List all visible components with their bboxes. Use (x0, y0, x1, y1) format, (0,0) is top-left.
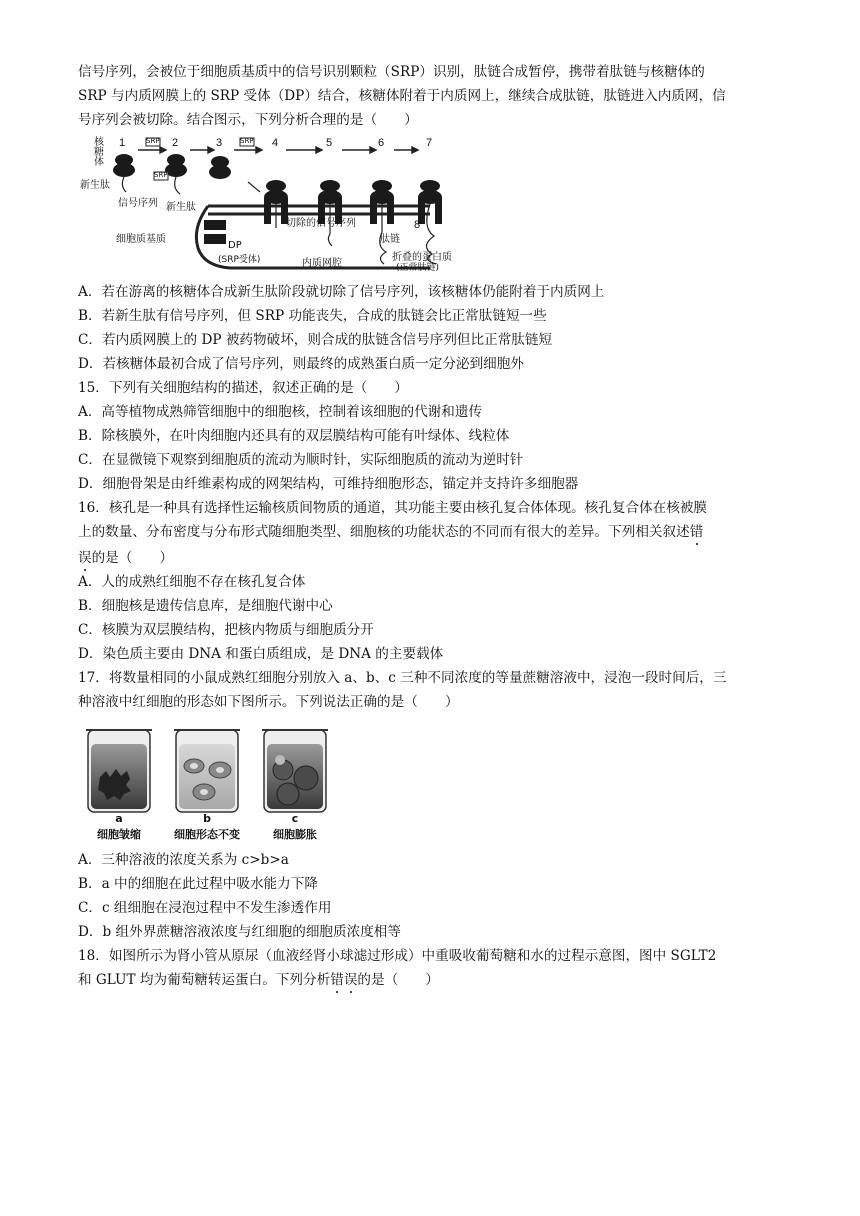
q16-stem-line2-text: 上的数量、分布密度与分布形式随细胞类型、细胞核的功能状态的不同而有很大的差异。下列相关叙述 (78, 524, 690, 540)
q17-option-c: C．c 组细胞在浸泡过程中不发生渗透作用 (78, 900, 332, 916)
dp-note-label: (SRP受体) (218, 255, 261, 265)
ribosome-label: 核糖体 (94, 137, 104, 168)
q16-emphasis-wu: 误 (78, 550, 92, 566)
beaker-a-letter: a (115, 812, 123, 825)
q16-option-c: C．核膜为双层膜结构，把核内物质与细胞质分开 (78, 622, 374, 638)
q16-stem-line1: 16．核孔是一种具有选择性运输核质间物质的通道，其功能主要由核孔复合体体现。核孔复合体在核被膜 (78, 500, 708, 516)
q14-intro-line1: 信号序列，会被位于细胞质基质中的信号识别颗粒（SRP）识别，肽链合成暂停，携带着肽链与核糖体的 (78, 64, 705, 80)
q16-stem-line2 (78, 520, 784, 544)
q17-option-a: A．三种溶液的浓度关系为 c>b>a (78, 852, 289, 868)
q18-stem-line2-text: 和 GLUT 均为葡萄糖转运蛋白。下列分析 (78, 972, 331, 988)
beaker-c-letter: c (291, 812, 299, 825)
q14-intro-line3: 号序列会被切除。结合图示，下列分析合理的是（ ） (78, 112, 418, 128)
q18-emphasis-cuo: 错 (330, 972, 344, 988)
srp-label-3: SRP (240, 137, 254, 145)
q16-emphasis-cuo: 错 (689, 524, 704, 540)
q18-stem-line2-end: 的是（ ） (357, 972, 439, 988)
q15-option-c: C．在显微镜下观察到细胞质的流动为顺时针，实际细胞质的流动为逆时针 (78, 452, 524, 468)
step-1: 1 (119, 137, 126, 149)
q15-stem: 15．下列有关细胞结构的描述，叙述正确的是（ ） (78, 380, 408, 396)
q14-intro-line2: SRP 与内质网膜上的 SRP 受体（DP）结合，核糖体附着于内质网上，继续合成肽链，肽链进入内质网，信 (78, 88, 726, 104)
dp-label: DP (228, 240, 242, 251)
folded-protein-label: 折叠的蛋白质 (392, 252, 452, 263)
new-peptide-label: 新生肽 (80, 180, 110, 191)
step-2: 2 (172, 137, 179, 149)
beaker-b-caption: 细胞形态不变 (174, 828, 240, 841)
q14-option-c: C．若内质网膜上的 DP 被药物破坏，则合成的肽链含信号序列但比正常肽链短 (78, 332, 553, 348)
q17-option-b: B．a 中的细胞在此过程中吸水能力下降 (78, 876, 318, 892)
q15-option-d: D．细胞骨架是由纤维素构成的网架结构，可维持细胞形态，锚定并支持许多细胞器 (78, 476, 579, 492)
er-lumen-label: 内质网腔 (302, 258, 342, 269)
beaker-a-caption: 细胞皱缩 (97, 828, 141, 841)
srp-pathway-figure (80, 136, 460, 274)
q14-option-b: B．若新生肽有信号序列，但 SRP 功能丧失，合成的肽链会比正常肽链短一些 (78, 308, 547, 324)
beaker-b (174, 730, 240, 812)
step-4: 4 (272, 137, 279, 149)
beaker-c-caption: 细胞膨胀 (273, 828, 317, 841)
step-5: 5 (326, 137, 333, 149)
cut-signal-label: 切除的信号序列 (286, 218, 356, 229)
q15-option-b: B．除核膜外，在叶肉细胞内还具有的双层膜结构可能有叶绿体、线粒体 (78, 428, 510, 444)
q17-stem-line1: 17．将数量相同的小鼠成熟红细胞分别放入 a、b、c 三种不同浓度的等量蔗糖溶液中，浸泡一段时间后，三 (78, 670, 727, 686)
folded-protein-note: (正常肽链) (396, 263, 440, 273)
step-7: 7 (426, 137, 433, 149)
step-6: 6 (378, 137, 385, 149)
q18-stem-line1: 18．如图所示为肾小管从原尿（血液经肾小球滤过形成）中重吸收葡萄糖和水的过程示意图，图中 SGLT2 (78, 948, 717, 964)
q16-stem-line3-text: 的是（ ） (91, 550, 174, 566)
beakers-figure (80, 722, 340, 842)
beaker-b-letter: b (203, 812, 211, 825)
srp-label-1: SRP (146, 137, 160, 145)
step-3: 3 (216, 137, 223, 149)
q14-option-a: A．若在游离的核糖体合成新生肽阶段就切除了信号序列，该核糖体仍能附着于内质网上 (78, 284, 605, 300)
q18-stem-line2 (78, 968, 784, 992)
srp-label-2: SRP (154, 171, 168, 179)
q16-stem-line3 (78, 546, 784, 570)
q16-option-d: D．染色质主要由 DNA 和蛋白质组成，是 DNA 的主要载体 (78, 646, 444, 662)
q18-emphasis-wu: 误 (343, 972, 358, 988)
beaker-c (262, 730, 328, 812)
signal-seq-label: 信号序列 (118, 198, 158, 209)
q16-option-b: B．细胞核是遗传信息库，是细胞代谢中心 (78, 598, 333, 614)
step-8: 8 (414, 219, 421, 231)
new-peptide-label-2: 新生肽 (166, 202, 196, 213)
exam-page (78, 60, 784, 992)
cytosol-label: 细胞质基质 (116, 234, 166, 245)
q15-option-a: A．高等植物成熟筛管细胞中的细胞核，控制着该细胞的代谢和遗传 (78, 404, 483, 420)
q16-option-a: A．人的成熟红细胞不存在核孔复合体 (78, 574, 306, 590)
beaker-a (86, 730, 152, 812)
q14-option-d: D．若核糖体最初合成了信号序列，则最终的成熟蛋白质一定分泌到细胞外 (78, 356, 524, 372)
q17-stem-line2: 种溶液中红细胞的形态如下图所示。下列说法正确的是（ ） (78, 694, 459, 710)
q17-option-d: D．b 组外界蔗糖溶液浓度与红细胞的细胞质浓度相等 (78, 924, 401, 940)
peptide-chain-label: 肽链 (380, 234, 400, 245)
